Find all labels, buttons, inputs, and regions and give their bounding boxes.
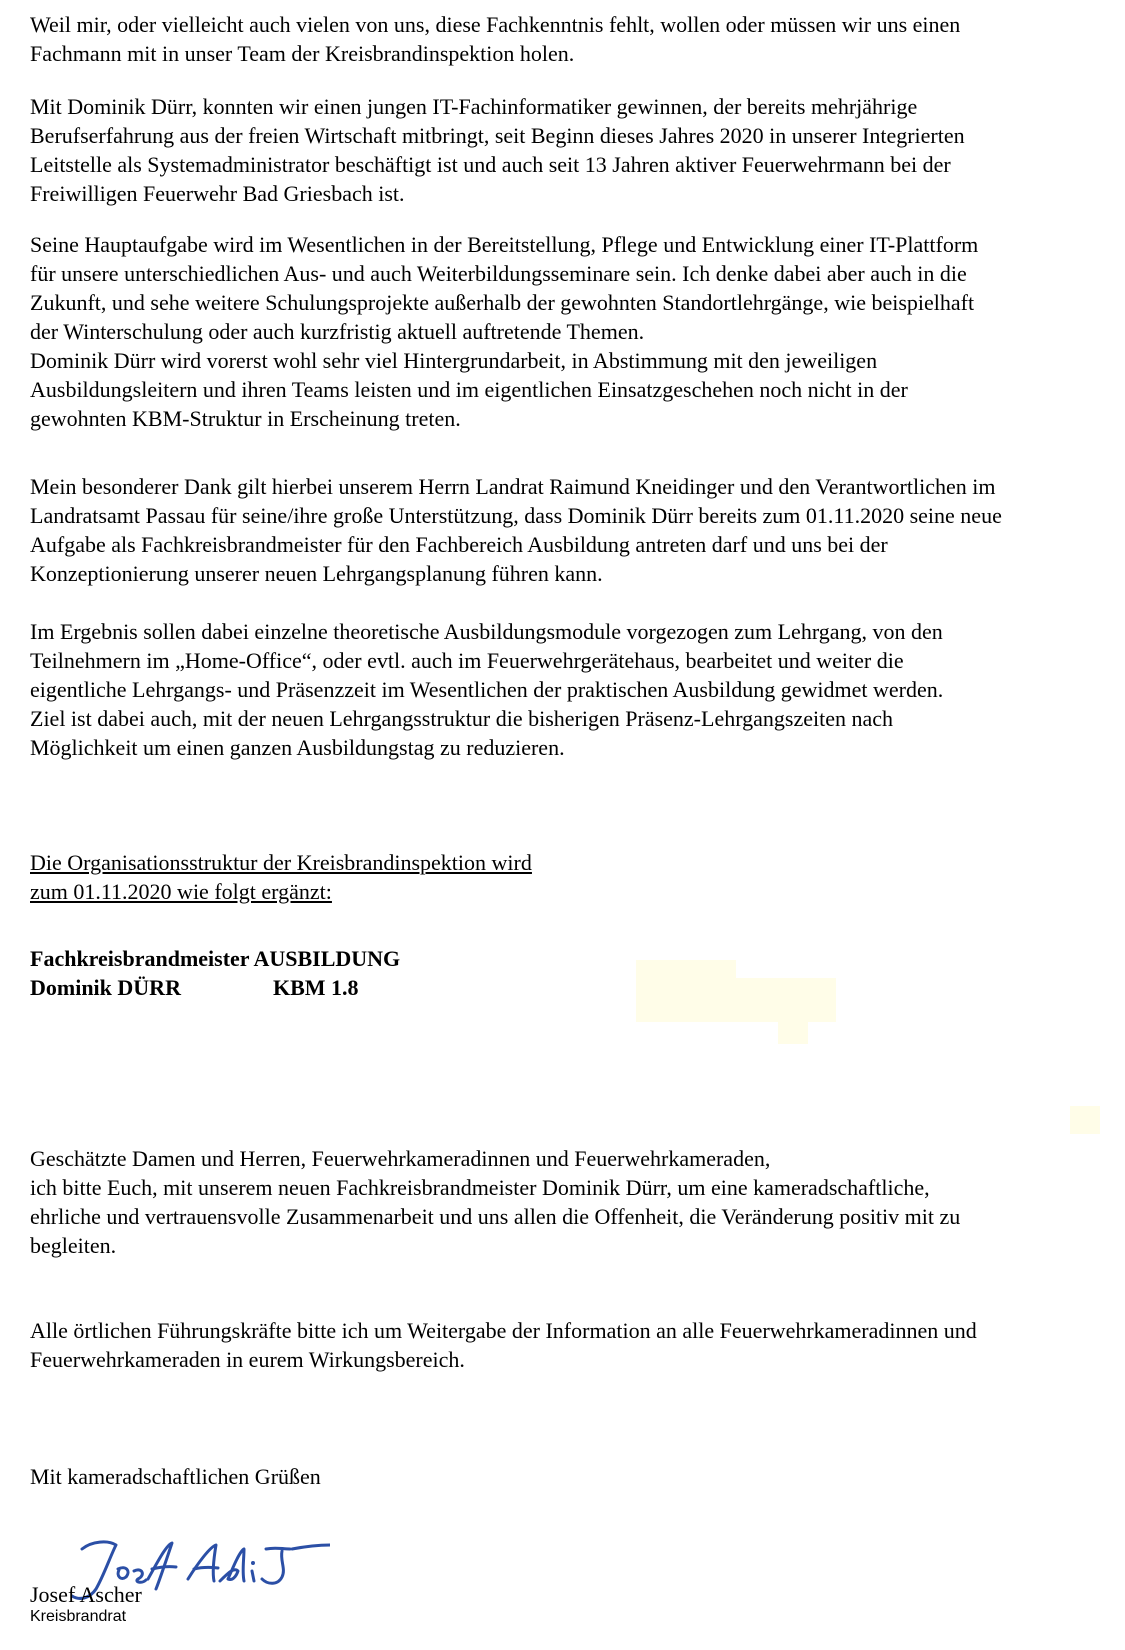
text-line: für unsere unterschiedlichen Aus- und auch Weiterbildungsseminare sein. Ich denke dabei aber auch in die	[30, 261, 967, 286]
kbm-role: Fachkreisbrandmeister AUSBILDUNG	[30, 946, 401, 971]
highlight-mark	[1070, 1106, 1100, 1134]
text-line: gewohnten KBM-Struktur in Erscheinung treten.	[30, 406, 461, 431]
text-line: Aufgabe als Fachkreisbrandmeister für den Fachbereich Ausbildung antreten darf und uns bei der	[30, 532, 888, 557]
text-line: Geschätzte Damen und Herren, Feuerwehrkameradinnen und Feuerwehrkameraden,	[30, 1146, 771, 1171]
text-line: Teilnehmern im „Home-Office“, oder evtl. auch im Feuerwehrgerätehaus, bearbeitet und weiter die	[30, 648, 904, 673]
text-line: Mein besonderer Dank gilt hierbei unserem Herrn Landrat Raimund Kneidinger und den Verantwortlichen im	[30, 474, 996, 499]
kbm-name: Dominik DÜRR	[30, 975, 181, 1000]
paragraph-result	[30, 617, 1125, 762]
text-line: der Winterschulung oder auch kurzfristig aktuell auftretende Themen.	[30, 319, 645, 344]
text-line: Weil mir, oder vielleicht auch vielen von uns, diese Fachkenntnis fehlt, wollen oder müssen wir uns einen	[30, 12, 961, 37]
text-line: eigentliche Lehrgangs- und Präsenzzeit im Wesentlichen der praktischen Ausbildung gewidmet werden.	[30, 677, 944, 702]
heading-text: Die Organisationsstruktur der Kreisbrandinspektion wird	[30, 850, 532, 875]
text-line: ehrliche und vertrauensvolle Zusammenarbeit und uns allen die Offenheit, die Veränderung positiv mit zu	[30, 1204, 961, 1229]
text-line: Ausbildungsleitern und ihren Teams leisten und im eigentlichen Einsatzgeschehen noch nicht in der	[30, 377, 908, 402]
paragraph-main-task	[30, 230, 1125, 433]
text-line: Dominik Dürr wird vorerst wohl sehr viel Hintergrundarbeit, in Abstimmung mit den jeweiligen	[30, 348, 878, 373]
text-line: Konzeptionierung unserer neuen Lehrgangsplanung führen kann.	[30, 561, 603, 586]
text-line: Fachmann mit in unser Team der Kreisbrandinspektion holen.	[30, 41, 575, 66]
highlight-mark	[778, 1018, 808, 1044]
text-line: Möglichkeit um einen ganzen Ausbildungstag zu reduzieren.	[30, 735, 565, 760]
text-line	[30, 848, 1125, 877]
text-line: Berufserfahrung aus der freien Wirtschaft mitbringt, seit Beginn dieses Jahres 2020 in unserer Integrierten	[30, 123, 965, 148]
highlight-mark	[636, 960, 736, 1022]
text-line: Leitstelle als Systemadministrator beschäftigt ist und auch seit 13 Jahren aktiver Feuerwehrmann bei der	[30, 152, 951, 177]
closing-text: Mit kameradschaftlichen Grüßen	[30, 1464, 321, 1489]
paragraph-forwarding	[30, 1316, 1125, 1374]
highlight-mark	[736, 978, 836, 1022]
paragraph-thanks	[30, 472, 1125, 588]
kbm-name-row	[30, 973, 1125, 1002]
text-line: Alle örtlichen Führungskräfte bitte ich um Weitergabe der Information an alle Feuerwehrkameradinnen und	[30, 1318, 977, 1343]
text-line: Mit Dominik Dürr, konnten wir einen jungen IT-Fachinformatiker gewinnen, der bereits mehrjährige	[30, 94, 918, 119]
text-line: Zukunft, und sehe weitere Schulungsprojekte außerhalb der gewohnten Standortlehrgänge, wie beispielhaft	[30, 290, 975, 315]
text-line	[30, 877, 1125, 906]
signer-name: Josef Ascher	[30, 1582, 142, 1607]
closing-greeting	[30, 1462, 1125, 1491]
text-line: Ziel ist dabei auch, mit der neuen Lehrgangsstruktur die bisherigen Präsenz-Lehrgangszeiten nach	[30, 706, 894, 731]
kbm-appointment	[30, 944, 1125, 1002]
text-line: Seine Hauptaufgabe wird im Wesentlichen in der Bereitstellung, Pflege und Entwicklung einer IT-Plattform	[30, 232, 979, 257]
text-line: begleiten.	[30, 1233, 117, 1258]
paragraph-expertise	[30, 10, 1125, 68]
signer-title: Kreisbrandrat	[30, 1608, 127, 1625]
text-line: Feuerwehrkameraden in eurem Wirkungsbereich.	[30, 1347, 465, 1372]
text-line: ich bitte Euch, mit unserem neuen Fachkreisbrandmeister Dominik Dürr, um eine kameradschaftliche,	[30, 1175, 930, 1200]
text-line: Freiwilligen Feuerwehr Bad Griesbach ist.	[30, 181, 405, 206]
paragraph-request	[30, 1144, 1125, 1260]
paragraph-introduction	[30, 92, 1125, 208]
text-line: Im Ergebnis sollen dabei einzelne theoretische Ausbildungsmodule vorgezogen zum Lehrgang, von den	[30, 619, 943, 644]
heading-text: zum 01.11.2020 wie folgt ergänzt:	[30, 879, 332, 904]
text-line: Landratsamt Passau für seine/ihre große Unterstützung, dass Dominik Dürr bereits zum 01.11.2020 seine neue	[30, 503, 1002, 528]
kbm-code: KBM 1.8	[273, 975, 359, 1000]
org-structure-heading	[30, 848, 1125, 906]
